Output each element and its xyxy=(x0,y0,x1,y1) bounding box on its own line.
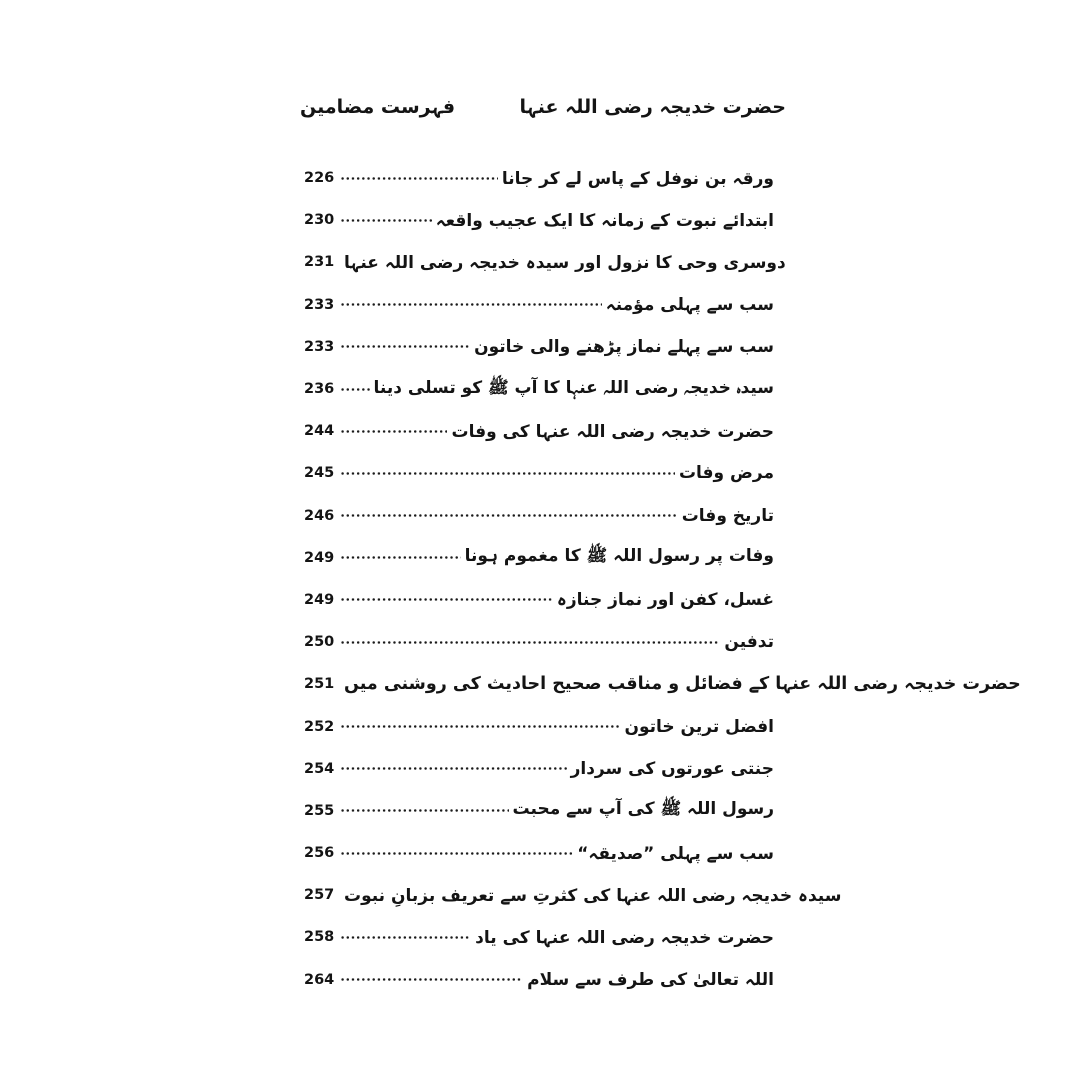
toc-page-number: 258 xyxy=(304,929,335,946)
dot-leader xyxy=(340,424,447,438)
toc-entry-title: افضل ترین خاتون xyxy=(624,716,774,737)
toc-page-number: 250 xyxy=(304,634,335,651)
toc-page-number: 249 xyxy=(304,549,335,566)
toc-entry-title: دوسری وحی کا نزول اور سیدہ خدیجہ رضی اللہ عنہا xyxy=(344,252,786,273)
dot-leader xyxy=(340,298,602,312)
toc-entry xyxy=(300,874,842,916)
toc-entry-title: سب سے پہلی مؤمنہ xyxy=(605,295,774,316)
toc-page-number: 233 xyxy=(304,338,335,355)
dot-leader xyxy=(340,973,523,987)
toc-page-number: 254 xyxy=(304,760,335,777)
toc-page-number: 231 xyxy=(304,254,335,271)
toc-entry xyxy=(300,284,774,326)
toc-entry xyxy=(300,621,774,663)
toc-entry xyxy=(300,832,774,874)
toc-entry-title: جنتی عورتوں کی سردار xyxy=(570,758,774,779)
toc-entry xyxy=(300,959,774,1001)
dot-leader xyxy=(340,551,461,565)
toc-entry xyxy=(300,537,774,579)
dot-leader xyxy=(340,762,567,776)
toc-entry-title: سب سے پہلی ”صدیقہ“ xyxy=(577,843,774,864)
toc-entry xyxy=(300,452,774,494)
toc-page-number: 256 xyxy=(304,845,335,862)
dot-leader xyxy=(340,340,470,354)
toc-page-number: 245 xyxy=(304,465,335,482)
toc-page-number: 249 xyxy=(304,591,335,608)
toc-entry-title: تاریخ وفات xyxy=(681,505,774,526)
toc-entry-title: تدفین xyxy=(724,632,774,653)
toc-entry xyxy=(300,916,774,958)
toc-entry xyxy=(300,326,774,368)
toc-entry-title: غسل، کفن اور نماز جنازہ xyxy=(556,590,774,611)
dot-leader xyxy=(340,720,620,734)
toc-chapter-title: حضرت خدیجہ رضی اللہ عنہا کے فضائل و مناقب صحیح احادیث کی روشنی میں xyxy=(344,674,1021,695)
dot-leader xyxy=(340,466,675,480)
dot-leader xyxy=(340,635,720,649)
toc-entry xyxy=(300,790,774,832)
toc-page-number: 255 xyxy=(304,802,335,819)
toc-entry xyxy=(300,368,774,410)
dot-leader xyxy=(340,846,573,860)
toc-entry-title: وفات پر رسول اللہ ﷺ کا مغموم ہونا xyxy=(464,546,774,567)
toc-entry xyxy=(300,495,774,537)
running-header xyxy=(300,96,786,130)
dot-leader xyxy=(340,171,498,185)
toc-page-number: 236 xyxy=(304,381,335,398)
dot-leader xyxy=(340,213,432,227)
dot-leader xyxy=(340,509,678,523)
toc-entry-title: ورقہ بن نوفل کے پاس لے کر جانا xyxy=(501,168,774,189)
dot-leader xyxy=(340,382,370,396)
toc-entry-title: رسول اللہ ﷺ کی آپ سے محبت xyxy=(512,799,774,820)
toc-entry xyxy=(300,748,774,790)
toc-page-number: 244 xyxy=(304,423,335,440)
toc-entry-title: سیدہ خدیجہ رضی اللہ عنہا کا آپ ﷺ کو تسلی دینا xyxy=(373,377,774,398)
toc-page-number: 226 xyxy=(304,170,335,187)
toc-entry xyxy=(300,157,774,199)
toc-page-number: 264 xyxy=(304,971,335,988)
toc-entry xyxy=(300,705,774,747)
toc-chapter-entry xyxy=(300,663,1021,705)
toc-entry xyxy=(300,410,774,452)
toc-entry-title: سیدہ خدیجہ رضی اللہ عنہا کی کثرتِ سے تعریف بزبانِ نبوت xyxy=(344,885,842,906)
toc-entry-title: ابتدائے نبوت کے زمانہ کا ایک عجیب واقعہ xyxy=(435,210,774,231)
toc-page-number: 233 xyxy=(304,296,335,313)
toc-entry-title: مرض وفات xyxy=(678,463,774,484)
toc-page-number: 230 xyxy=(304,212,335,229)
table-of-contents xyxy=(300,157,1021,1001)
toc-page-number: 257 xyxy=(304,887,335,904)
book-title: حضرت خدیجہ رضی اللہ عنہا xyxy=(519,96,786,118)
dot-leader xyxy=(340,804,509,818)
toc-page-number: 252 xyxy=(304,718,335,735)
toc-page-number: 246 xyxy=(304,507,335,524)
dot-leader xyxy=(340,930,471,944)
toc-entry-title: سب سے پہلے نماز پڑھنے والی خاتون xyxy=(474,337,774,358)
toc-entry xyxy=(300,241,786,283)
toc-entry xyxy=(300,199,774,241)
toc-entry xyxy=(300,579,774,621)
dot-leader xyxy=(340,593,553,607)
toc-page-number: 251 xyxy=(304,676,335,693)
toc-entry-title: اللہ تعالیٰ کی طرف سے سلام xyxy=(527,970,774,991)
section-title: فہرست مضامین xyxy=(300,96,456,118)
toc-entry-title: حضرت خدیجہ رضی اللہ عنہا کی وفات xyxy=(451,421,774,442)
toc-entry-title: حضرت خدیجہ رضی اللہ عنہا کی یاد xyxy=(475,927,774,948)
